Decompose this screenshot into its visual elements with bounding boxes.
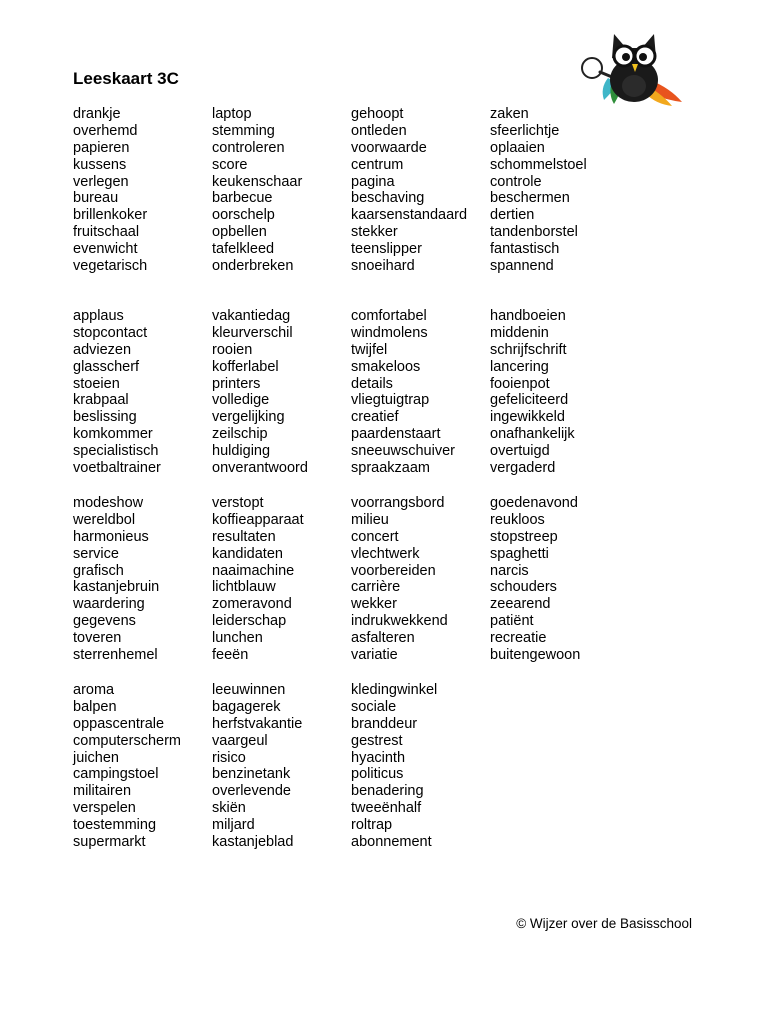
word-column: [73, 495, 212, 664]
word-item: komkommer: [73, 426, 153, 443]
word-item: kastanjebruin: [73, 579, 160, 596]
word-block-3: [73, 495, 693, 664]
word-item: tafelkleed: [212, 241, 275, 258]
word-item: brillenkoker: [73, 207, 148, 224]
word-item: stekker: [351, 224, 398, 241]
word-item: papieren: [73, 139, 130, 156]
word-item: benadering: [351, 783, 424, 800]
word-item: centrum: [351, 156, 404, 173]
word-item: details: [351, 375, 393, 392]
word-item: feeën: [212, 647, 249, 664]
word-item: onverantwoord: [212, 460, 308, 477]
word-item: verlegen: [73, 173, 129, 190]
word-item: sociale: [351, 698, 397, 715]
word-item: schouders: [490, 579, 557, 596]
word-item: campingstoel: [73, 766, 159, 783]
word-item: militairen: [73, 783, 132, 800]
word-column: [490, 682, 629, 851]
word-item: overlevende: [212, 783, 291, 800]
word-item: supermarkt: [73, 834, 146, 851]
word-item: schommelstoel: [490, 156, 587, 173]
word-item: stemming: [212, 122, 275, 139]
word-item: risico: [212, 749, 246, 766]
word-item: kandidaten: [212, 545, 283, 562]
word-block-4: [73, 682, 693, 851]
word-item: toestemming: [73, 817, 157, 834]
word-item: vliegtuigtrap: [351, 392, 430, 409]
word-column: [351, 308, 490, 477]
word-item: printers: [212, 375, 261, 392]
word-item: lancering: [490, 358, 549, 375]
word-item: sfeerlichtje: [490, 122, 560, 139]
word-item: variatie: [351, 647, 398, 664]
word-item: oplaaien: [490, 139, 545, 156]
word-item: drankje: [73, 106, 121, 122]
word-item: aroma: [73, 682, 115, 698]
word-item: smakeloos: [351, 358, 421, 375]
word-item: bureau: [73, 190, 119, 207]
word-item: beschermen: [490, 190, 570, 207]
word-item: spannend: [490, 258, 554, 275]
word-item: krabpaal: [73, 392, 129, 409]
word-item: rooien: [212, 341, 253, 358]
word-item: vergelijking: [212, 409, 285, 426]
word-item: adviezen: [73, 341, 132, 358]
word-item: kofferlabel: [212, 358, 279, 375]
word-item: middenin: [490, 324, 549, 341]
word-item: asfalteren: [351, 630, 415, 647]
word-column: [212, 682, 351, 851]
word-column: [212, 495, 351, 664]
owl-logo-icon: [578, 28, 688, 108]
word-item: bagagerek: [212, 698, 281, 715]
word-item: zaken: [490, 106, 529, 122]
word-item: gestrest: [351, 732, 403, 749]
word-column: [73, 682, 212, 851]
word-item: goedenavond: [490, 495, 578, 511]
word-item: reukloos: [490, 511, 545, 528]
word-column: [490, 495, 629, 664]
word-item: harmonieus: [73, 528, 149, 545]
word-item: voetbaltrainer: [73, 460, 161, 477]
word-item: resultaten: [212, 528, 276, 545]
word-item: carrière: [351, 579, 401, 596]
word-item: gegevens: [73, 613, 136, 630]
word-item: kleurverschil: [212, 324, 293, 341]
word-item: fooienpot: [490, 375, 550, 392]
word-item: miljard: [212, 817, 255, 834]
word-item: vakantiedag: [212, 308, 291, 324]
word-item: wereldbol: [73, 511, 136, 528]
word-item: voorbereiden: [351, 562, 436, 579]
word-item: score: [212, 156, 248, 173]
word-item: snoeihard: [351, 258, 415, 275]
word-item: roltrap: [351, 817, 393, 834]
word-item: computerscherm: [73, 732, 181, 749]
word-item: onafhankelijk: [490, 426, 575, 443]
word-item: glasscherf: [73, 358, 140, 375]
word-item: overhemd: [73, 122, 138, 139]
word-item: leeuwinnen: [212, 682, 286, 698]
word-item: concert: [351, 528, 399, 545]
word-item: voorrangsbord: [351, 495, 445, 511]
word-item: benzinetank: [212, 766, 291, 783]
word-item: paardenstaart: [351, 426, 441, 443]
word-item: schrijfschrift: [490, 341, 567, 358]
word-item: opbellen: [212, 224, 267, 241]
word-item: wekker: [351, 596, 397, 613]
word-item: oppascentrale: [73, 715, 165, 732]
word-item: evenwicht: [73, 241, 138, 258]
word-item: creatief: [351, 409, 399, 426]
word-item: zeearend: [490, 596, 551, 613]
word-item: beschaving: [351, 190, 425, 207]
page-title: Leeskaart 3C: [73, 69, 179, 88]
word-item: toveren: [73, 630, 122, 647]
word-column: [212, 308, 351, 477]
word-item: laptop: [212, 106, 252, 122]
word-column: [490, 308, 629, 477]
word-item: onderbreken: [212, 258, 294, 275]
word-item: twijfel: [351, 341, 388, 358]
word-item: verspelen: [73, 800, 136, 817]
word-item: fruitschaal: [73, 224, 140, 241]
word-item: recreatie: [490, 630, 547, 647]
word-item: politicus: [351, 766, 404, 783]
word-item: oorschelp: [212, 207, 275, 224]
word-item: vegetarisch: [73, 258, 148, 275]
word-item: stoeien: [73, 375, 120, 392]
word-item: kastanjeblad: [212, 834, 294, 851]
word-item: modeshow: [73, 495, 144, 511]
word-item: naaimachine: [212, 562, 295, 579]
word-item: verstopt: [212, 495, 264, 511]
word-item: vlechtwerk: [351, 545, 420, 562]
word-item: service: [73, 545, 119, 562]
word-item: buitengewoon: [490, 647, 581, 664]
word-item: fantastisch: [490, 241, 560, 258]
word-item: balpen: [73, 698, 117, 715]
word-item: hyacinth: [351, 749, 406, 766]
word-item: waardering: [73, 596, 145, 613]
word-column: [212, 106, 351, 275]
copyright-footer: © Wijzer over de Basisschool: [516, 916, 692, 931]
word-item: applaus: [73, 308, 124, 324]
word-column: [351, 106, 490, 275]
word-item: leiderschap: [212, 613, 287, 630]
word-item: herfstvakantie: [212, 715, 303, 732]
word-item: barbecue: [212, 190, 273, 207]
word-item: overtuigd: [490, 443, 550, 460]
word-column: [490, 106, 629, 275]
word-item: windmolens: [351, 324, 428, 341]
word-item: ontleden: [351, 122, 407, 139]
word-item: abonnement: [351, 834, 432, 851]
word-item: sterrenhemel: [73, 647, 158, 664]
word-item: indrukwekkend: [351, 613, 448, 630]
word-item: tweeënhalf: [351, 800, 422, 817]
word-block-1: [73, 106, 693, 275]
word-item: stopcontact: [73, 324, 148, 341]
word-item: specialistisch: [73, 443, 159, 460]
word-item: kussens: [73, 156, 127, 173]
word-item: vaargeul: [212, 732, 268, 749]
word-item: huldiging: [212, 443, 271, 460]
word-item: pagina: [351, 173, 395, 190]
word-item: zeilschip: [212, 426, 268, 443]
word-item: keukenschaar: [212, 173, 303, 190]
word-item: zomeravond: [212, 596, 292, 613]
word-item: controle: [490, 173, 542, 190]
word-column: [73, 106, 212, 275]
word-item: juichen: [73, 749, 119, 766]
word-item: kledingwinkel: [351, 682, 438, 698]
word-column: [73, 308, 212, 477]
word-item: grafisch: [73, 562, 124, 579]
word-item: koffieapparaat: [212, 511, 304, 528]
word-column: [351, 682, 490, 851]
word-item: volledige: [212, 392, 270, 409]
word-item: comfortabel: [351, 308, 427, 324]
word-item: dertien: [490, 207, 535, 224]
word-item: spraakzaam: [351, 460, 430, 477]
word-item: kaarsenstandaard: [351, 207, 468, 224]
word-item: voorwaarde: [351, 139, 427, 156]
word-item: stopstreep: [490, 528, 558, 545]
word-item: skiën: [212, 800, 246, 817]
word-item: controleren: [212, 139, 285, 156]
word-item: patiënt: [490, 613, 534, 630]
word-item: narcis: [490, 562, 529, 579]
word-item: beslissing: [73, 409, 137, 426]
word-item: handboeien: [490, 308, 566, 324]
word-item: lichtblauw: [212, 579, 276, 596]
word-item: sneeuwschuiver: [351, 443, 455, 460]
word-item: branddeur: [351, 715, 418, 732]
word-item: ingewikkeld: [490, 409, 565, 426]
word-item: teenslipper: [351, 241, 422, 258]
word-item: milieu: [351, 511, 389, 528]
word-item: gefeliciteerd: [490, 392, 569, 409]
word-item: gehoopt: [351, 106, 404, 122]
word-item: lunchen: [212, 630, 263, 647]
word-column: [351, 495, 490, 664]
word-item: spaghetti: [490, 545, 549, 562]
word-item: vergaderd: [490, 460, 556, 477]
word-item: tandenborstel: [490, 224, 578, 241]
word-block-2: [73, 308, 693, 477]
